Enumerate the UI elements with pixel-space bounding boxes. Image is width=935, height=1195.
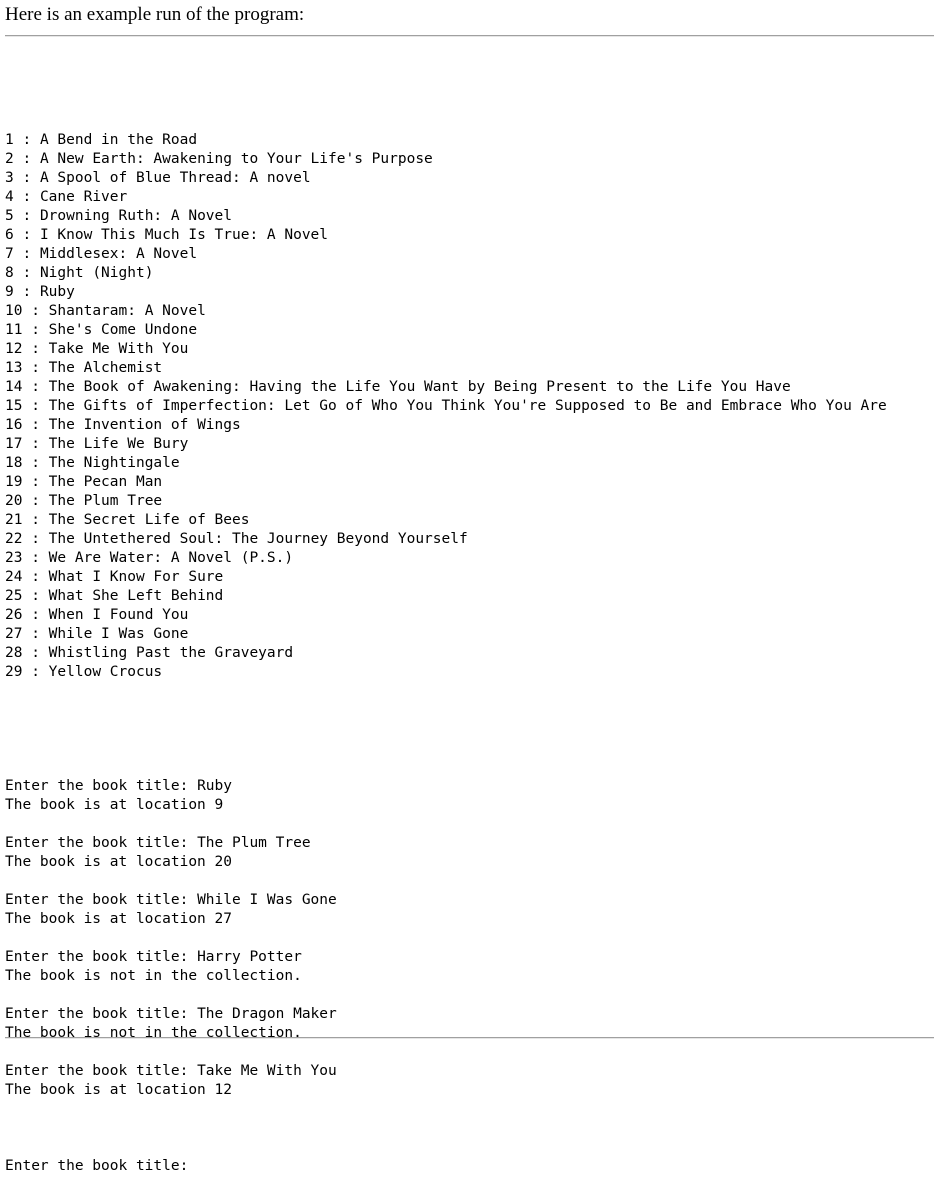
book-title: We Are Water: A Novel (P.S.) [48,550,294,566]
user-input-title: The Dragon Maker [197,1006,337,1022]
book-number: 9 [5,284,14,300]
book-separator: : [22,626,49,642]
book-separator: : [22,607,49,623]
book-list-item [5,321,887,340]
book-list-item [5,397,887,416]
book-number: 12 [5,341,23,357]
prompt-label: Enter the book title: [5,1006,198,1022]
book-list-item [5,245,887,264]
book-list-item [5,188,887,207]
book-list-item [5,207,887,226]
book-number: 22 [5,531,23,547]
book-separator: : [22,398,49,414]
book-list-item [5,226,887,245]
book-title: Shantaram: A Novel [48,303,206,319]
book-title: A Bend in the Road [39,132,198,148]
blank-line [5,720,887,739]
book-separator: : [22,360,49,376]
book-number: 7 [5,246,14,262]
book-separator: : [22,379,49,395]
query-result-line: The book is at location 27 [5,911,232,927]
book-title: While I Was Gone [48,626,189,642]
book-title: Yellow Crocus [48,664,163,680]
book-number: 28 [5,645,23,661]
prompt-label: Enter the book title: [5,778,198,794]
blank-line [5,872,887,891]
book-title: The Alchemist [48,360,163,376]
book-list-item [5,549,887,568]
user-input-title: While I Was Gone [197,892,337,908]
book-separator: : [13,189,40,205]
book-list-item [5,302,887,321]
book-list-item [5,587,887,606]
bottom-divider [5,1037,934,1039]
book-list-item [5,473,887,492]
book-number: 13 [5,360,23,376]
book-title: What I Know For Sure [48,569,224,585]
book-separator: : [22,645,49,661]
book-number: 29 [5,664,23,680]
book-list-item [5,454,887,473]
user-input-title: The Plum Tree [197,835,311,851]
query-prompt-line [5,891,887,910]
book-list-item [5,606,887,625]
book-list-item [5,663,887,682]
top-divider [5,35,934,37]
book-separator: : [22,303,49,319]
blank-line [5,1043,887,1062]
book-title: A New Earth: Awakening to Your Life's Purpose [39,151,433,167]
book-title: The Book of Awakening: Having the Life You Want by Being Present to the Life You Have [48,379,791,395]
book-list-item [5,416,887,435]
book-title: The Plum Tree [48,493,163,509]
book-number: 15 [5,398,23,414]
book-list-item [5,625,887,644]
book-number: 1 [5,132,14,148]
book-number: 3 [5,170,14,186]
book-separator: : [22,588,49,604]
book-title: Night (Night) [39,265,154,281]
book-title: Drowning Ruth: A Novel [39,208,232,224]
query-result-line: The book is at location 20 [5,854,232,870]
book-separator: : [13,227,40,243]
prompt-label: Enter the book title: [5,1063,198,1079]
blank-line [5,929,887,948]
book-separator: : [22,417,49,433]
book-title: The Life We Bury [48,436,189,452]
book-number: 6 [5,227,14,243]
book-number: 16 [5,417,23,433]
book-number: 24 [5,569,23,585]
book-list-item [5,530,887,549]
book-number: 21 [5,512,23,528]
book-title: The Nightingale [48,455,180,471]
book-number: 26 [5,607,23,623]
book-separator: : [13,284,40,300]
book-title: The Secret Life of Bees [48,512,250,528]
book-list-item [5,378,887,397]
book-number: 25 [5,588,23,604]
book-number: 27 [5,626,23,642]
book-list-item [5,264,887,283]
book-separator: : [22,531,49,547]
book-title: The Gifts of Imperfection: Let Go of Who You Think You're Supposed to Be and Embrace Who You Are [48,398,887,414]
book-number: 17 [5,436,23,452]
prompt-label: Enter the book title: [5,949,198,965]
book-number: 4 [5,189,14,205]
book-number: 14 [5,379,23,395]
user-input-title: Ruby [197,778,232,794]
book-title: I Know This Much Is True: A Novel [39,227,329,243]
query-prompt-line [5,1005,887,1024]
book-separator: : [13,265,40,281]
program-output [5,93,887,1195]
book-list-item [5,283,887,302]
book-separator: : [22,493,49,509]
book-title: What She Left Behind [48,588,224,604]
blank-line [5,1100,887,1119]
book-list-item [5,435,887,454]
user-input-title: Take Me With You [197,1063,337,1079]
book-number: 5 [5,208,14,224]
query-list [5,777,887,1119]
book-separator: : [22,474,49,490]
book-title: The Untethered Soul: The Journey Beyond Yourself [48,531,468,547]
book-list-item [5,568,887,587]
book-number: 18 [5,455,23,471]
book-list-item [5,492,887,511]
book-separator: : [22,322,49,338]
book-title: Whistling Past the Graveyard [48,645,294,661]
query-prompt-line [5,948,887,967]
book-list-item [5,359,887,378]
book-separator: : [22,569,49,585]
book-title: Take Me With You [48,341,189,357]
book-title: The Invention of Wings [48,417,241,433]
query-prompt-line [5,834,887,853]
book-separator: : [13,246,40,262]
book-separator: : [13,151,40,167]
book-separator: : [13,208,40,224]
book-title: The Pecan Man [48,474,163,490]
book-title: Middlesex: A Novel [39,246,198,262]
book-title: She's Come Undone [48,322,198,338]
book-separator: : [13,170,40,186]
query-prompt-line [5,1062,887,1081]
book-title: Ruby [39,284,75,300]
query-result-line: The book is not in the collection. [5,1025,302,1041]
book-list-item [5,511,887,530]
book-separator: : [22,455,49,471]
query-result-line: The book is at location 12 [5,1082,232,1098]
query-result-line: The book is not in the collection. [5,968,302,984]
book-separator: : [22,512,49,528]
book-number: 2 [5,151,14,167]
book-list-item [5,150,887,169]
book-separator: : [13,132,40,148]
book-separator: : [22,436,49,452]
book-title: Cane River [39,189,128,205]
book-title: A Spool of Blue Thread: A novel [39,170,311,186]
blank-line [5,986,887,1005]
user-input-title: Harry Potter [197,949,302,965]
book-number: 23 [5,550,23,566]
book-list-item [5,131,887,150]
query-prompt-line [5,777,887,796]
book-separator: : [22,664,49,680]
book-number: 11 [5,322,23,338]
book-separator: : [22,550,49,566]
blank-line [5,815,887,834]
book-number: 10 [5,303,23,319]
book-list-item [5,169,887,188]
prompt-label: Enter the book title: [5,835,198,851]
book-number: 19 [5,474,23,490]
intro-text: Here is an example run of the program: [5,4,305,25]
book-separator: : [22,341,49,357]
book-title: When I Found You [48,607,189,623]
book-number: 20 [5,493,23,509]
book-list-item [5,340,887,359]
book-list [5,131,887,682]
book-number: 8 [5,265,14,281]
book-list-item [5,644,887,663]
final-prompt: Enter the book title: [5,1158,189,1174]
query-result-line: The book is at location 9 [5,797,224,813]
prompt-label: Enter the book title: [5,892,198,908]
